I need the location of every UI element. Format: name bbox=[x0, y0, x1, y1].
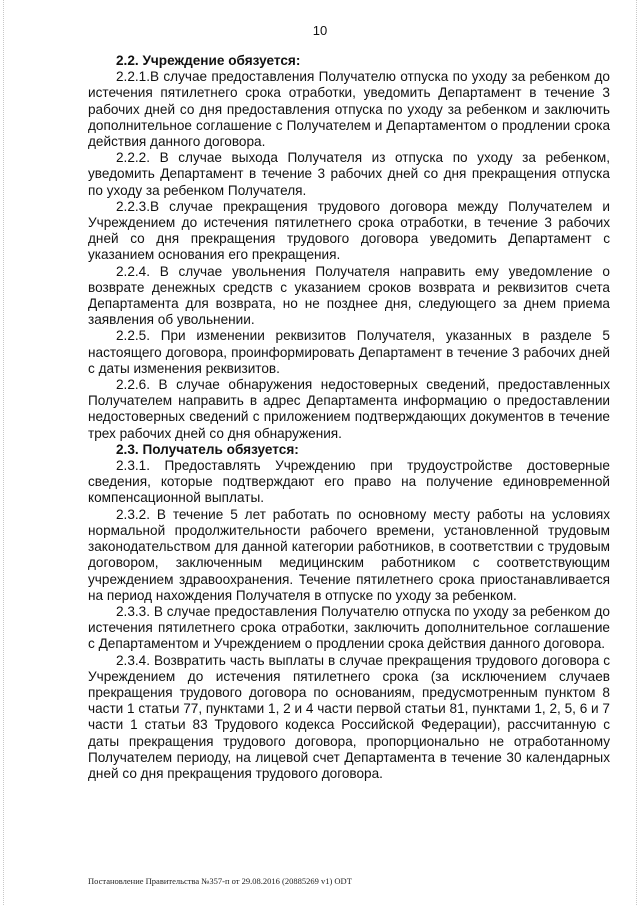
clause-2-2-6: 2.2.6. В случае обнаружения недостоверных сведений, предоставленных Получателем направить в адрес Департамента информацию о предоставлении недостоверных сведений с приложением подтверждающих документов в течение трех рабочих дней со дня обнаружения. bbox=[88, 377, 610, 441]
scan-edge-right bbox=[636, 0, 638, 905]
clause-2-3-3: 2.3.3. В случае предоставления Получателю отпуска по уходу за ребенком до истечения пятилетнего срока отработки, заключить дополнительное соглашение с Департаментом и Учреждением о продлении срока действия данного договора. bbox=[88, 603, 610, 652]
clause-2-3-4: 2.3.4. Возвратить часть выплаты в случае прекращения трудового договора с Учреждением до истечения пятилетнего срока (за исключением случаев прекращения трудового договора по основаниям, предусмотренным пунктом 8 части 1 статьи 77, пунктами 1, 2 и 4 части первой статьи 81, пунктами 1, 2, 5, 6 и 7 части 1 статьи 83 Трудового кодекса Российской Федерации), рассчитанную с даты прекращения трудового договора, пропорционально не отработанному Получателем периоду, на лицевой счет Департамента в течение 30 календарных дней со дня прекращения трудового договора. bbox=[88, 652, 610, 781]
clause-2-2-3: 2.2.3.В случае прекращения трудового договора между Получателем и Учреждением до истечения пятилетнего срока отработки, в течение 3 рабочих дней со дня прекращения трудового договора уведомить Департамент с указанием основания его прекращения. bbox=[88, 198, 610, 263]
clause-2-2-2: 2.2.2. В случае выхода Получателя из отпуска по уходу за ребенком, уведомить Департамент в течение 3 рабочих дней со дня прекращения отпуска по уходу за ребенком Получателя. bbox=[88, 150, 610, 198]
clause-2-2-4: 2.2.4. В случае увольнения Получателя направить ему уведомление о возврате денежных средств с указанием сроков возврата и реквизитов счета Департамента для возврата, но не позднее дня, следующего за днем приема заявления об увольнении. bbox=[88, 263, 610, 328]
section-heading: 2.3. Получатель обязуется: bbox=[116, 441, 299, 457]
clause-2-2-5: 2.2.5. При изменении реквизитов Получателя, указанных в разделе 5 настоящего договора, проинформировать Департамент в течение 3 рабочих дней с даты изменения реквизитов. bbox=[88, 328, 610, 376]
document-footer: Постановление Правительства №357-п от 29.08.2016 (20885269 v1) ODT bbox=[88, 876, 352, 886]
clause-2-2-1: 2.2.1.В случае предоставления Получателю отпуска по уходу за ребенком до истечения пятилетнего срока отработки, уведомить Департамент в течение 3 рабочих дней со дня предоставления отпуска по уходу за ребенком и заключить дополнительное соглашение с Получателем и Департаментом о продлении срока действия данного договора. bbox=[88, 69, 610, 150]
document-body bbox=[88, 53, 610, 782]
page-number: 10 bbox=[312, 23, 328, 38]
scan-edge-left bbox=[3, 0, 5, 905]
clause-2-3-1: 2.3.1. Предоставлять Учреждению при трудоустройстве достоверные сведения, которые подтверждают его право на получение единовременной компенсационной выплаты. bbox=[88, 458, 610, 506]
section-heading: 2.2. Учреждение обязуется: bbox=[116, 53, 301, 68]
clause-2-3-2: 2.3.2. В течение 5 лет работать по основному месту работы на условиях нормальной продолжительности рабочего времени, установленной трудовым законодательством для данной категории работников, в соответствии с трудовым договором, заключенным медицинским работником с соответствующим учреждением здравоохранения. Течение пятилетнего срока приостанавливается на период нахождения Получателя в отпуске по уходу за ребенком. bbox=[88, 506, 610, 603]
